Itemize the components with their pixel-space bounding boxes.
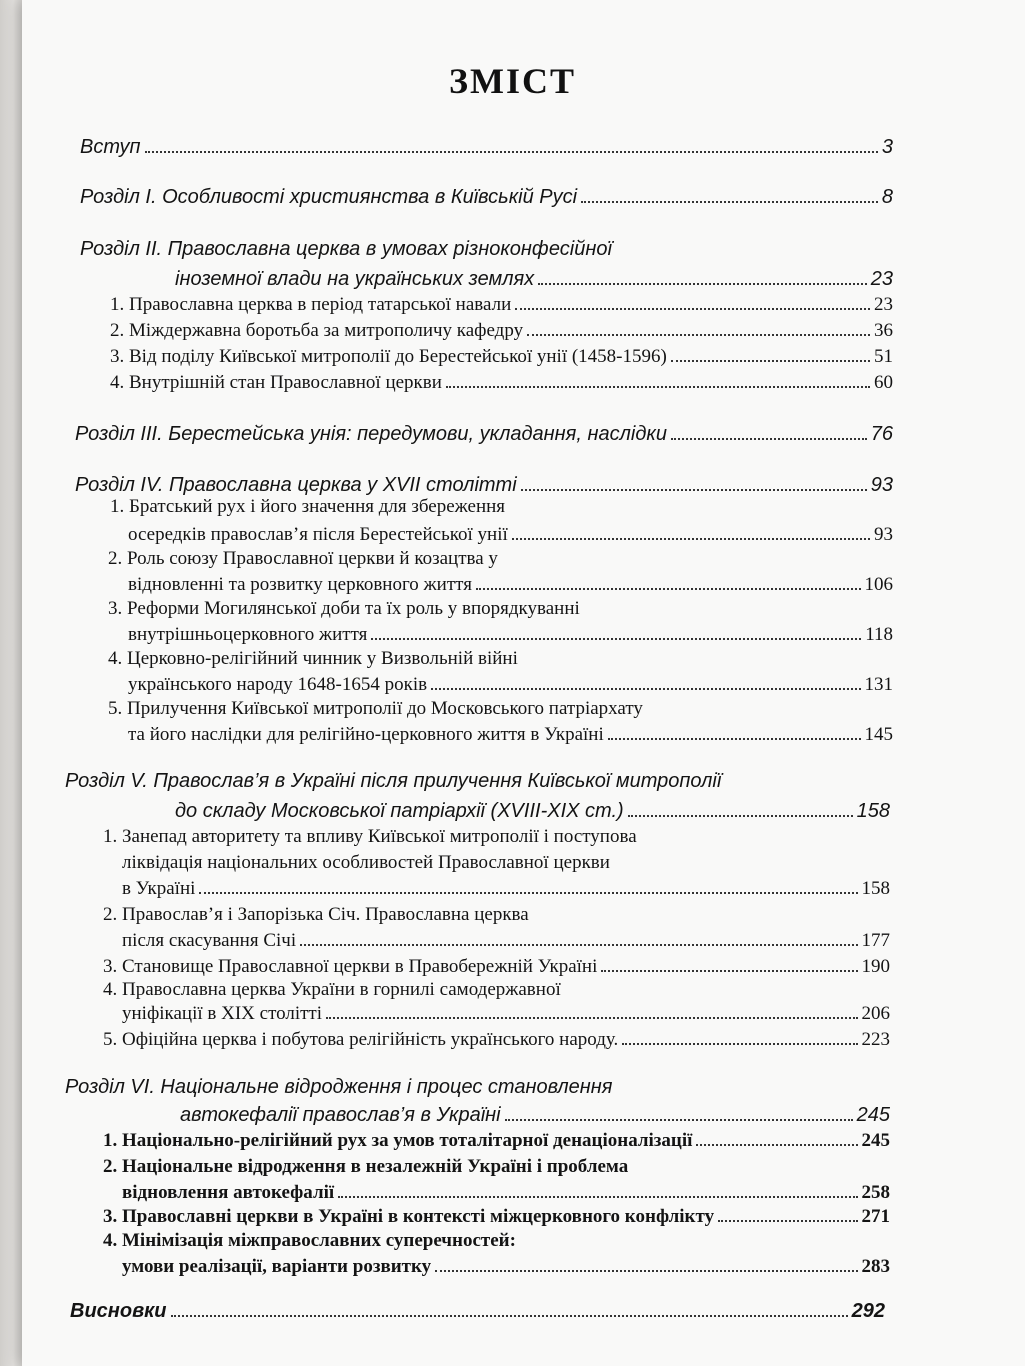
toc-entry-5-4[interactable] <box>122 1003 890 1025</box>
entry-4-1-line1: 1. Братський рух і його значення для збереження <box>110 496 506 517</box>
page-title: ЗМІСТ <box>449 61 576 101</box>
entry-6-4-line1: 4. Мінімізація міжправославних суперечностей: <box>103 1230 516 1251</box>
page-number: 93 <box>874 524 893 545</box>
dot-leader <box>476 587 861 590</box>
section-2-heading-line1: Розділ ІІ. Православна церква в умовах різноконфесійної <box>80 238 612 260</box>
entry-label: 3. Православні церкви в Україні в контексті міжцерковного конфлікту <box>103 1206 715 1227</box>
dot-leader <box>171 1314 848 1317</box>
dot-leader <box>199 891 857 894</box>
entry-label: 3. Від поділу Київської митрополії до Берестейської унії (1458-1596) <box>110 346 667 367</box>
entry-label: 2. Міждержавна боротьба за митрополичу кафедру <box>110 320 524 341</box>
dot-leader <box>601 969 857 972</box>
toc-entry-4-4[interactable] <box>128 674 893 696</box>
entry-label: відновлення автокефалії <box>122 1182 335 1203</box>
page-number: 177 <box>861 930 890 951</box>
dot-leader <box>671 437 867 440</box>
toc-entry-5-2[interactable] <box>122 930 890 952</box>
dot-leader <box>512 537 870 540</box>
page-number: 145 <box>864 724 893 745</box>
toc-entry-section-6[interactable] <box>180 1104 890 1127</box>
entry-label: 3. Становище Православної церкви в Правобережній Україні <box>103 956 598 977</box>
dot-leader <box>505 1118 853 1121</box>
toc-entry-intro[interactable] <box>80 136 893 159</box>
toc-entry-section-4[interactable] <box>75 474 893 497</box>
toc-entry-2-4[interactable] <box>110 372 893 394</box>
page-number: 190 <box>861 956 890 977</box>
entry-label: внутрішньоцерковного життя <box>128 624 368 645</box>
entry-label: до складу Московської патріархії (XVIII-XIX ст.) <box>175 800 624 822</box>
page-number: 131 <box>864 674 893 695</box>
page-number: 23 <box>874 294 893 315</box>
entry-label: автокефалії православ’я в Україні <box>180 1104 501 1126</box>
entry-label: в Україні <box>122 878 196 899</box>
page-number: 36 <box>874 320 893 341</box>
entry-4-4-line1: 4. Церковно-релігійний чинник у Визвольній війні <box>108 648 518 669</box>
entry-5-1-line1: 1. Занепад авторитету та впливу Київської митрополії і поступова <box>103 826 637 847</box>
page-number: 258 <box>861 1182 890 1203</box>
toc-entry-4-5[interactable] <box>128 724 893 746</box>
dot-leader <box>435 1269 857 1272</box>
toc-entry-5-5[interactable] <box>103 1029 890 1051</box>
entry-label: Розділ І. Особливості християнства в Київській Русі <box>80 186 578 208</box>
entry-label: умови реалізації, варіанти розвитку <box>122 1256 432 1277</box>
dot-leader <box>338 1195 857 1198</box>
dot-leader <box>431 687 860 690</box>
entry-label: відновленні та розвитку церковного життя <box>128 574 472 595</box>
toc-entry-conclusions[interactable] <box>70 1300 885 1323</box>
dot-leader <box>521 488 867 491</box>
page-number: 3 <box>881 136 893 158</box>
dot-leader <box>622 1042 857 1045</box>
entry-label: іноземної влади на українських землях <box>175 268 535 290</box>
toc-entry-6-4[interactable] <box>122 1256 890 1278</box>
entry-label: Висновки <box>70 1300 167 1322</box>
toc-entry-2-3[interactable] <box>110 346 893 368</box>
entry-4-2-line1: 2. Роль союзу Православної церкви й козацтва у <box>108 548 498 569</box>
dot-leader <box>371 637 861 640</box>
dot-leader <box>527 333 870 336</box>
entry-label: Розділ ІІІ. Берестейська унія: передумови, укладання, наслідки <box>75 423 667 445</box>
toc-entry-4-1[interactable] <box>128 524 893 546</box>
page-number: 271 <box>861 1206 890 1227</box>
entry-5-4-line1: 4. Православна церква України в горнилі самодержавної <box>103 979 561 1000</box>
dot-leader <box>538 282 867 285</box>
page-number: 292 <box>851 1300 885 1322</box>
toc-entry-section-1[interactable] <box>80 186 893 209</box>
entry-4-5-line1: 5. Прилучення Київської митрополії до Московського патріархату <box>108 698 643 719</box>
page-number: 158 <box>861 878 890 899</box>
dot-leader <box>581 200 878 203</box>
toc-entry-6-1[interactable] <box>103 1130 890 1152</box>
page-number: 283 <box>861 1256 890 1277</box>
toc-entry-2-2[interactable] <box>110 320 893 342</box>
entry-label: уніфікації в XIX столітті <box>122 1003 323 1024</box>
entry-label: та його наслідки для релігійно-церковного життя в Україні <box>128 724 604 745</box>
page-number: 93 <box>870 474 893 496</box>
entry-label: осередків православ’я після Берестейської унії <box>128 524 508 545</box>
page-number: 51 <box>874 346 893 367</box>
page-number: 158 <box>856 800 890 822</box>
page-number: 245 <box>856 1104 890 1126</box>
page-number: 8 <box>881 186 893 208</box>
section-6-heading-line1: Розділ VI. Національне відродження і процес становлення <box>65 1076 613 1098</box>
toc-entry-5-3[interactable] <box>103 956 890 978</box>
entry-label: після скасування Січі <box>122 930 297 951</box>
dot-leader <box>718 1219 857 1222</box>
page-number: 106 <box>864 574 893 595</box>
dot-leader <box>300 943 857 946</box>
page-number: 118 <box>865 624 893 645</box>
entry-5-1-line2: ліквідація національних особливостей Православної церкви <box>122 852 610 873</box>
toc-entry-section-2[interactable] <box>175 268 893 291</box>
entry-5-2-line1: 2. Православ’я і Запорізька Січ. Православна церква <box>103 904 529 925</box>
dot-leader <box>628 814 853 817</box>
dot-leader <box>671 359 870 362</box>
page-number: 206 <box>861 1003 890 1024</box>
toc-entry-5-1[interactable] <box>122 878 890 900</box>
dot-leader <box>145 150 878 153</box>
entry-label: 1. Національно-релігійний рух за умов тоталітарної денаціоналізації <box>103 1130 693 1151</box>
entry-label: українського народу 1648-1654 років <box>128 674 428 695</box>
page-number: 23 <box>870 268 893 290</box>
toc-entry-6-3[interactable] <box>103 1206 890 1228</box>
entry-4-3-line1: 3. Реформи Могилянської доби та їх роль у впорядкуванні <box>108 598 580 619</box>
book-spine-shadow <box>0 0 22 1366</box>
toc-entry-4-3[interactable] <box>128 624 893 646</box>
toc-entry-4-2[interactable] <box>128 574 893 596</box>
toc-entry-section-5[interactable] <box>175 800 890 823</box>
dot-leader <box>326 1016 857 1019</box>
dot-leader <box>446 385 870 388</box>
entry-label: Вступ <box>80 136 141 158</box>
page-number: 245 <box>861 1130 890 1151</box>
section-5-heading-line1: Розділ V. Православ’я в Україні після прилучення Київської митрополії <box>65 770 722 792</box>
page-number: 76 <box>870 423 893 445</box>
toc-entry-6-2[interactable] <box>122 1182 890 1204</box>
entry-label: 5. Офіційна церква і побутова релігійність українського народу. <box>103 1029 619 1050</box>
entry-6-2-line1: 2. Національне відродження в незалежній Україні і проблема <box>103 1156 629 1177</box>
dot-leader <box>608 737 861 740</box>
entry-label: 1. Православна церква в період татарської навали <box>110 294 512 315</box>
toc-entry-2-1[interactable] <box>110 294 893 316</box>
toc-entry-section-3[interactable] <box>75 423 893 446</box>
entry-label: 4. Внутрішній стан Православної церкви <box>110 372 442 393</box>
page-number: 60 <box>874 372 893 393</box>
entry-label: Розділ IV. Православна церква у XVII столітті <box>75 474 517 496</box>
dot-leader <box>696 1143 857 1146</box>
dot-leader <box>515 307 870 310</box>
page-number: 223 <box>861 1029 890 1050</box>
